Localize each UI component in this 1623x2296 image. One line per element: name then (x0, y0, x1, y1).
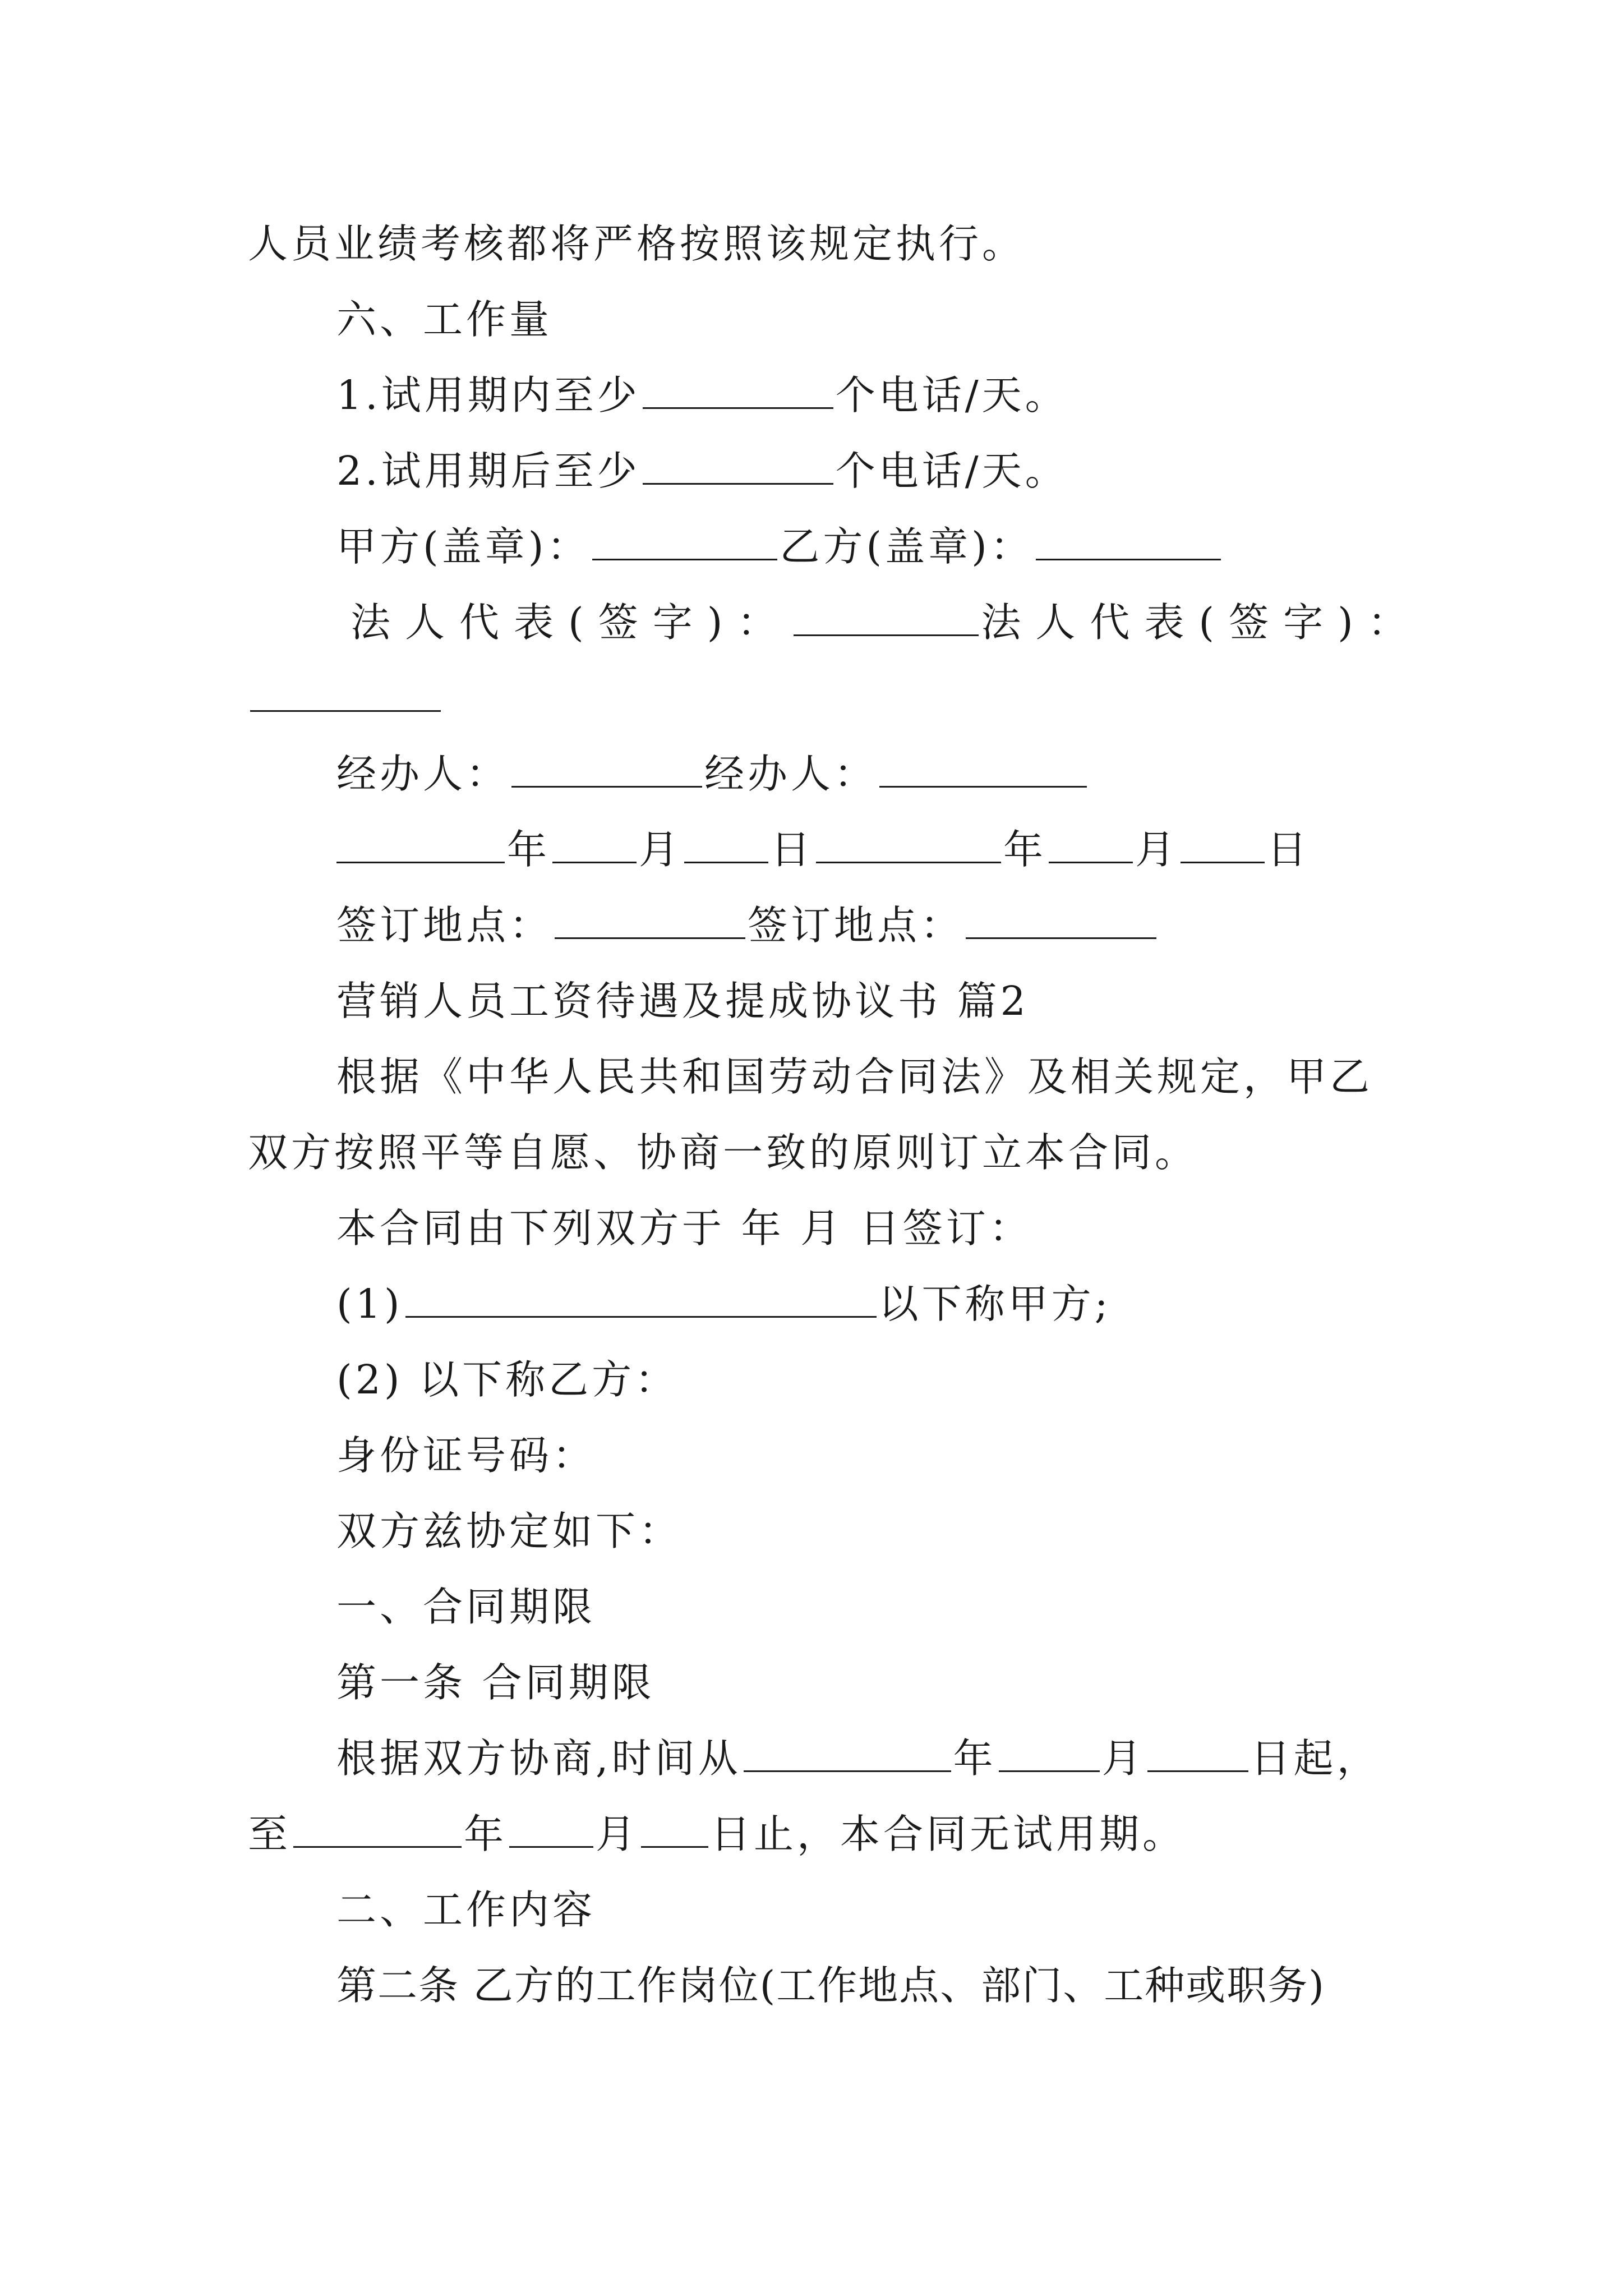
fill-blank (405, 1279, 877, 1318)
paragraph-text: 双方按照平等自愿、协商一致的原则订立本合同。 (248, 1129, 1198, 1176)
text-line (0, 1119, 1623, 1186)
fill-blank (879, 749, 1087, 788)
item-text: 以下称甲方; (878, 1281, 1112, 1327)
fill-blank (592, 522, 777, 560)
text-line (0, 1043, 1623, 1111)
fill-blank (643, 446, 833, 485)
paragraph-text: 双方兹协定如下： (336, 1508, 683, 1554)
legal-rep-blank-line (0, 665, 1623, 732)
party-b-seal-label: 乙方(盖章)： (780, 523, 1034, 570)
fill-blank (1147, 1733, 1248, 1772)
party-a-line (0, 1271, 1623, 1338)
item-text: 1.试用期内至少 (336, 372, 640, 418)
item-text: (1) (336, 1281, 403, 1327)
item-text: 日起， (1250, 1735, 1380, 1782)
party-a-seal-label: 甲方(盖章)： (336, 523, 591, 570)
article-heading (0, 1649, 1623, 1717)
month-label: 月 (639, 826, 683, 873)
year-label: 年 (953, 1735, 997, 1782)
fill-blank (555, 900, 745, 939)
fill-blank (511, 749, 702, 788)
item-text: 个电话/天。 (835, 448, 1068, 494)
year-label: 年 (507, 826, 551, 873)
year-label: 年 (464, 1811, 508, 1857)
fill-blank (643, 370, 833, 409)
text-line (0, 1498, 1623, 1565)
handler-line (0, 740, 1623, 808)
document-title-part2 (0, 968, 1623, 1035)
heading-text: 二、工作内容 (336, 1887, 596, 1933)
article-heading (0, 1952, 1623, 2019)
title-text: 营销人员工资待遇及提成协议书 篇2 (336, 978, 1029, 1024)
party-a-handler-label: 经办人： (336, 751, 510, 797)
workload-item-2 (0, 438, 1623, 505)
fill-blank (293, 1809, 462, 1848)
term-end-line (0, 1801, 1623, 1868)
fill-blank (1036, 522, 1221, 560)
heading-text: 一、合同期限 (336, 1584, 596, 1630)
item-text: 2.试用期后至少 (336, 448, 640, 494)
fill-blank (509, 1809, 593, 1848)
paragraph-text: 人员业绩考核都将严格按照该规定执行。 (248, 220, 1026, 267)
paragraph-text: 本合同由下列双方于 年 月 日签订： (336, 1205, 1032, 1251)
fill-blank (816, 825, 1001, 863)
legal-rep-line (0, 589, 1623, 656)
item-text: 个电话/天。 (835, 372, 1068, 418)
fill-blank (684, 825, 768, 863)
item-text: 根据双方协商,时间从 (336, 1735, 741, 1782)
party-b-legal-rep-label: 法人代表(签字)： (981, 599, 1422, 646)
party-b-handler-label: 经办人： (704, 751, 878, 797)
day-label: 日 (1267, 826, 1311, 873)
month-label: 月 (596, 1811, 639, 1857)
party-b-line (0, 1346, 1623, 1414)
fill-blank (1181, 825, 1265, 863)
heading-text: 第二条 乙方的工作岗位(工作地点、部门、工种或职务) (336, 1962, 1325, 2009)
heading-text: 六、工作量 (336, 296, 553, 343)
workload-item-1 (0, 362, 1623, 429)
fill-blank (1049, 825, 1133, 863)
item-text: 至 (248, 1811, 292, 1857)
item-text: 日止，本合同无试用期。 (711, 1811, 1186, 1857)
day-label: 日 (771, 826, 814, 873)
item-text: (2) 以下称乙方： (336, 1356, 679, 1403)
year-label: 年 (1003, 826, 1047, 873)
fill-blank (744, 1733, 951, 1772)
id-number-line (0, 1422, 1623, 1489)
signing-place-line (0, 892, 1623, 959)
month-label: 月 (1135, 826, 1179, 873)
fill-blank (966, 900, 1156, 939)
fill-blank (552, 825, 637, 863)
paragraph-text: 根据《中华人民共和国劳动合同法》及相关规定，甲乙 (336, 1053, 1373, 1100)
section-heading-work (0, 1876, 1623, 1944)
party-a-place-label: 签订地点： (336, 902, 553, 949)
term-line (0, 1725, 1623, 1792)
section-heading-workload (0, 286, 1623, 353)
fill-blank (336, 825, 505, 863)
fill-blank (641, 1809, 708, 1848)
section-heading-term (0, 1573, 1623, 1641)
heading-text: 第一条 合同期限 (336, 1659, 655, 1706)
fill-blank (999, 1733, 1100, 1772)
text-line (0, 1195, 1623, 1262)
text-line (0, 210, 1623, 278)
party-b-place-label: 签订地点： (748, 902, 964, 949)
fill-blank (250, 673, 441, 712)
month-label: 月 (1101, 1735, 1145, 1782)
item-text: 身份证号码： (336, 1432, 596, 1479)
party-a-legal-rep-label: 法人代表(签字)： (351, 599, 792, 646)
fill-blank (794, 597, 979, 636)
party-seal-line (0, 513, 1623, 581)
date-line (0, 816, 1623, 884)
